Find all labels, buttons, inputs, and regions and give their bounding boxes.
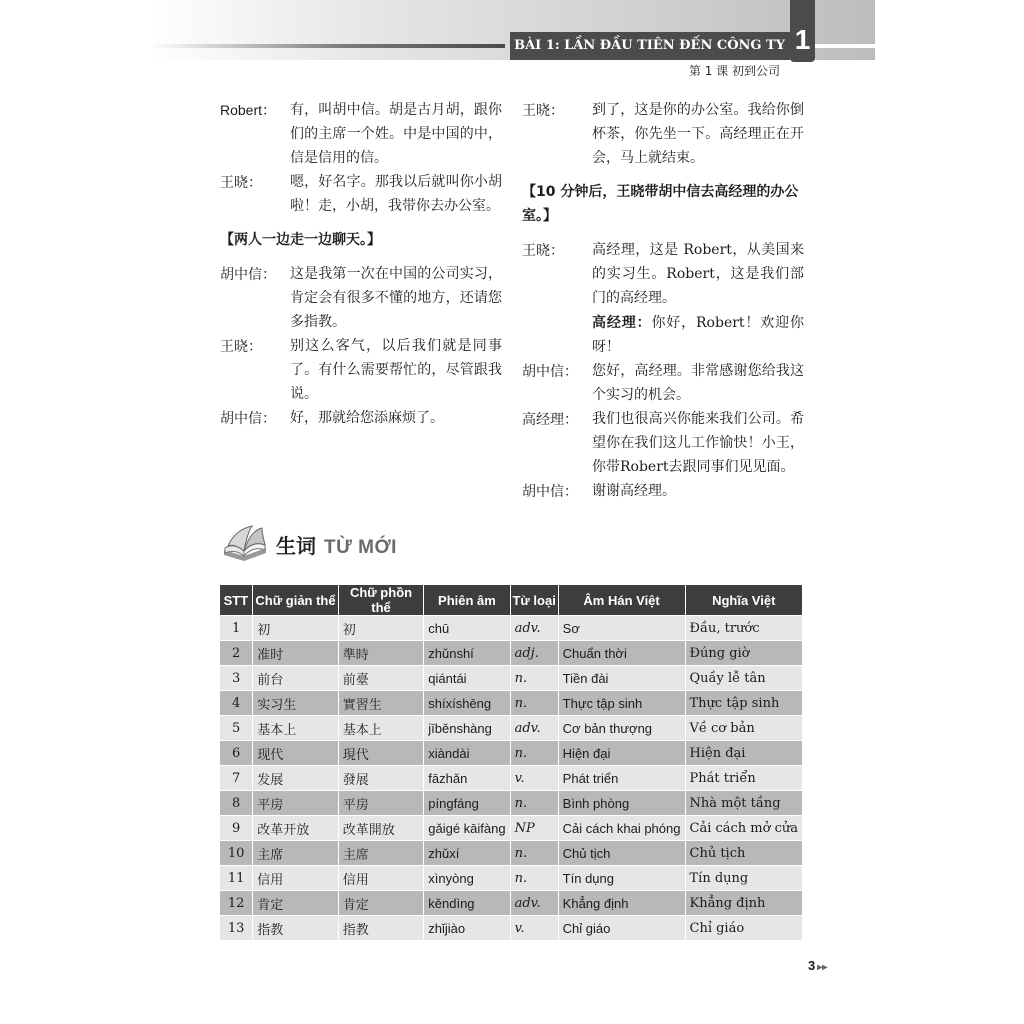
cell-meaning: Đúng giờ bbox=[685, 641, 803, 666]
dialogue-text: 我们也很高兴你能来我们公司。希望你在我们这儿工作愉快！小王，你带Robert去跟同事们见见面。 bbox=[592, 411, 804, 475]
header-rule-tail bbox=[815, 44, 875, 48]
table-row bbox=[220, 741, 803, 766]
cell-part-of-speech: n. bbox=[510, 841, 558, 866]
cell-part-of-speech: n. bbox=[510, 666, 558, 691]
cell-stt: 13 bbox=[220, 916, 253, 941]
speaker-label: 高经理： bbox=[522, 411, 578, 427]
column-header: Âm Hán Việt bbox=[558, 585, 685, 616]
cell-pinyin: zhǐjiào bbox=[424, 916, 510, 941]
table-row bbox=[220, 691, 803, 716]
speaker-label: 王晓： bbox=[522, 102, 564, 118]
speaker-label: 胡中信： bbox=[220, 266, 276, 282]
cell-pinyin: chū bbox=[424, 616, 510, 641]
dialogue-text: 嗯，好名字。那我以后就叫你小胡啦！走，小胡，我带你去办公室。 bbox=[290, 174, 502, 214]
cell-simplified: 基本上 bbox=[253, 716, 339, 741]
dialogue-turn bbox=[522, 238, 804, 310]
table-row bbox=[220, 616, 803, 641]
cell-part-of-speech: adv. bbox=[510, 716, 558, 741]
cell-pinyin: fāzhǎn bbox=[424, 766, 510, 791]
cell-traditional: 信用 bbox=[338, 866, 424, 891]
cell-simplified: 现代 bbox=[253, 741, 339, 766]
header-rule bbox=[150, 44, 505, 48]
table-row bbox=[220, 816, 803, 841]
column-header: Chữ phồn thể bbox=[338, 585, 424, 616]
column-header: Từ loại bbox=[510, 585, 558, 616]
cell-han-viet: Khẳng định bbox=[558, 891, 685, 916]
dialogue-text: 您好，高经理。非常感谢您给我这个实习的机会。 bbox=[592, 363, 804, 403]
cell-han-viet: Cải cách khai phóng bbox=[558, 816, 685, 841]
cell-simplified: 实习生 bbox=[253, 691, 339, 716]
speaker-label: 王晓： bbox=[522, 242, 564, 258]
stage-direction: 【10 分钟后，王晓带胡中信去高经理的办公室。】 bbox=[522, 184, 799, 224]
table-header-row bbox=[220, 585, 803, 616]
dialogue-turn bbox=[522, 407, 804, 479]
dialogue-text: 别这么客气，以后我们就是同事了。有什么需要帮忙的，尽管跟我说。 bbox=[290, 338, 502, 402]
vocab-heading-vi: TỪ MỚI bbox=[324, 537, 397, 558]
cell-part-of-speech: adj. bbox=[510, 641, 558, 666]
column-header: Chữ giản thể bbox=[253, 585, 339, 616]
cell-meaning: Tín dụng bbox=[685, 866, 803, 891]
cell-han-viet: Tiền đài bbox=[558, 666, 685, 691]
column-header: Nghĩa Việt bbox=[685, 585, 803, 616]
lesson-subtitle: 第 1 课 初到公司 bbox=[688, 64, 780, 78]
cell-han-viet: Chỉ giáo bbox=[558, 916, 685, 941]
cell-pinyin: gǎigé kāifàng bbox=[424, 816, 510, 841]
cell-simplified: 改革开放 bbox=[253, 816, 339, 841]
cell-stt: 5 bbox=[220, 716, 253, 741]
cell-simplified: 前台 bbox=[253, 666, 339, 691]
vocab-table bbox=[219, 585, 803, 941]
cell-pinyin: zhǔxí bbox=[424, 841, 510, 866]
cell-meaning: Thực tập sinh bbox=[685, 691, 803, 716]
cell-stt: 6 bbox=[220, 741, 253, 766]
dialogue-text: 这是我第一次在中国的公司实习，肯定会有很多不懂的地方，还请您多指教。 bbox=[290, 266, 502, 330]
cell-simplified: 发展 bbox=[253, 766, 339, 791]
cell-meaning: Về cơ bản bbox=[685, 716, 803, 741]
cell-meaning: Chỉ giáo bbox=[685, 916, 803, 941]
dialogue-text: 到了，这是你的办公室。我给你倒杯茶，你先坐一下。高经理正在开会，马上就结束。 bbox=[592, 102, 804, 166]
table-row bbox=[220, 641, 803, 666]
cell-simplified: 准时 bbox=[253, 641, 339, 666]
stage-direction: 【两人一边走一边聊天。】 bbox=[220, 232, 381, 248]
cell-traditional: 實習生 bbox=[338, 691, 424, 716]
speaker-label: 王晓： bbox=[220, 174, 262, 190]
cell-stt: 11 bbox=[220, 866, 253, 891]
dialogue-turn bbox=[220, 170, 502, 218]
cell-traditional: 發展 bbox=[338, 766, 424, 791]
dialogue-turn bbox=[522, 479, 804, 503]
dialogue-turn bbox=[220, 98, 502, 170]
table-row bbox=[220, 891, 803, 916]
cell-meaning: Cải cách mở cửa bbox=[685, 816, 803, 841]
dialogue-text: 好，那就给您添麻烦了。 bbox=[290, 410, 444, 426]
cell-pinyin: xìnyòng bbox=[424, 866, 510, 891]
speaker-label: 胡中信： bbox=[522, 363, 578, 379]
cell-meaning: Hiện đại bbox=[685, 741, 803, 766]
cell-traditional: 初 bbox=[338, 616, 424, 641]
page-number-value: 3 bbox=[808, 958, 816, 973]
column-header: STT bbox=[220, 585, 253, 616]
cell-stt: 3 bbox=[220, 666, 253, 691]
table-row bbox=[220, 666, 803, 691]
table-row bbox=[220, 791, 803, 816]
dialogue-turn bbox=[220, 262, 502, 334]
cell-pinyin: shíxíshēng bbox=[424, 691, 510, 716]
cell-stt: 9 bbox=[220, 816, 253, 841]
dialogue-text: 有，叫胡中信。胡是古月胡，跟你们的主席一个姓。中是中国的中，信是信用的信。 bbox=[290, 102, 502, 166]
speaker-label: 胡中信： bbox=[522, 483, 578, 499]
cell-stt: 10 bbox=[220, 841, 253, 866]
cell-simplified: 主席 bbox=[253, 841, 339, 866]
lesson-number: 1 bbox=[790, 0, 815, 62]
cell-part-of-speech: adv. bbox=[510, 616, 558, 641]
dialogue-text: 高经理，这是 Robert，从美国来的实习生。Robert，这是我们部门的高经理。 bbox=[592, 242, 804, 306]
cell-han-viet: Tín dụng bbox=[558, 866, 685, 891]
speaker-label: 王晓： bbox=[220, 338, 262, 354]
table-row bbox=[220, 866, 803, 891]
table-row bbox=[220, 841, 803, 866]
vocab-heading-cn: 生词 bbox=[276, 534, 316, 558]
cell-meaning: Chủ tịch bbox=[685, 841, 803, 866]
cell-stt: 2 bbox=[220, 641, 253, 666]
cell-pinyin: qiántái bbox=[424, 666, 510, 691]
dialogue-turn bbox=[220, 406, 502, 430]
cell-han-viet: Chuẩn thời bbox=[558, 641, 685, 666]
cell-han-viet: Sơ bbox=[558, 616, 685, 641]
cell-han-viet: Cơ bản thượng bbox=[558, 716, 685, 741]
lesson-title: BÀI 1: LẦN ĐẦU TIÊN ĐẾN CÔNG TY bbox=[514, 38, 785, 53]
cell-meaning: Đầu, trước bbox=[685, 616, 803, 641]
dialogue-turn bbox=[522, 310, 804, 359]
book-icon bbox=[220, 520, 270, 564]
next-page-arrow-icon: ▸▸ bbox=[817, 962, 828, 973]
cell-part-of-speech: n. bbox=[510, 741, 558, 766]
cell-simplified: 指教 bbox=[253, 916, 339, 941]
cell-simplified: 初 bbox=[253, 616, 339, 641]
inline-dialogue-text: 你好，Robert！欢迎你呀！ bbox=[592, 315, 804, 355]
cell-han-viet: Chủ tịch bbox=[558, 841, 685, 866]
cell-stt: 4 bbox=[220, 691, 253, 716]
cell-part-of-speech: n. bbox=[510, 691, 558, 716]
speaker-label: 胡中信： bbox=[220, 410, 276, 426]
table-row bbox=[220, 766, 803, 791]
speaker-label: Robert： bbox=[220, 102, 277, 118]
cell-part-of-speech: adv. bbox=[510, 891, 558, 916]
table-row bbox=[220, 716, 803, 741]
cell-meaning: Khẳng định bbox=[685, 891, 803, 916]
dialogue-turn bbox=[522, 98, 804, 170]
cell-pinyin: kěndìng bbox=[424, 891, 510, 916]
cell-stt: 12 bbox=[220, 891, 253, 916]
speaker-label bbox=[522, 310, 592, 359]
cell-part-of-speech: n. bbox=[510, 866, 558, 891]
table-row bbox=[220, 916, 803, 941]
cell-pinyin: zhǔnshí bbox=[424, 641, 510, 666]
cell-part-of-speech: n. bbox=[510, 791, 558, 816]
cell-meaning: Quầy lễ tân bbox=[685, 666, 803, 691]
cell-meaning: Phát triển bbox=[685, 766, 803, 791]
cell-traditional: 肯定 bbox=[338, 891, 424, 916]
cell-pinyin: jīběnshàng bbox=[424, 716, 510, 741]
cell-part-of-speech: v. bbox=[510, 766, 558, 791]
cell-stt: 1 bbox=[220, 616, 253, 641]
cell-part-of-speech: NP bbox=[510, 816, 558, 841]
dialogue-right-column bbox=[522, 98, 804, 503]
cell-traditional: 平房 bbox=[338, 791, 424, 816]
cell-han-viet: Bình phòng bbox=[558, 791, 685, 816]
dialogue-turn bbox=[522, 359, 804, 407]
cell-pinyin: xiàndài bbox=[424, 741, 510, 766]
page-number bbox=[808, 958, 827, 973]
cell-traditional: 改革開放 bbox=[338, 816, 424, 841]
cell-han-viet: Phát triển bbox=[558, 766, 685, 791]
cell-simplified: 肯定 bbox=[253, 891, 339, 916]
cell-simplified: 平房 bbox=[253, 791, 339, 816]
dialogue-text: 谢谢高经理。 bbox=[592, 483, 676, 499]
cell-simplified: 信用 bbox=[253, 866, 339, 891]
cell-meaning: Nhà một tầng bbox=[685, 791, 803, 816]
vocab-heading bbox=[276, 530, 397, 559]
cell-traditional: 準時 bbox=[338, 641, 424, 666]
cell-stt: 7 bbox=[220, 766, 253, 791]
cell-stt: 8 bbox=[220, 791, 253, 816]
cell-traditional: 現代 bbox=[338, 741, 424, 766]
cell-traditional: 基本上 bbox=[338, 716, 424, 741]
column-header: Phiên âm bbox=[424, 585, 510, 616]
inline-speaker-label: 高经理： bbox=[592, 314, 652, 330]
cell-han-viet: Thực tập sinh bbox=[558, 691, 685, 716]
cell-traditional: 前臺 bbox=[338, 666, 424, 691]
dialogue-turn bbox=[220, 334, 502, 406]
dialogue-text bbox=[592, 310, 804, 359]
cell-traditional: 主席 bbox=[338, 841, 424, 866]
cell-han-viet: Hiện đại bbox=[558, 741, 685, 766]
cell-traditional: 指教 bbox=[338, 916, 424, 941]
dialogue-left-column bbox=[220, 98, 502, 430]
cell-part-of-speech: v. bbox=[510, 916, 558, 941]
cell-pinyin: píngfáng bbox=[424, 791, 510, 816]
